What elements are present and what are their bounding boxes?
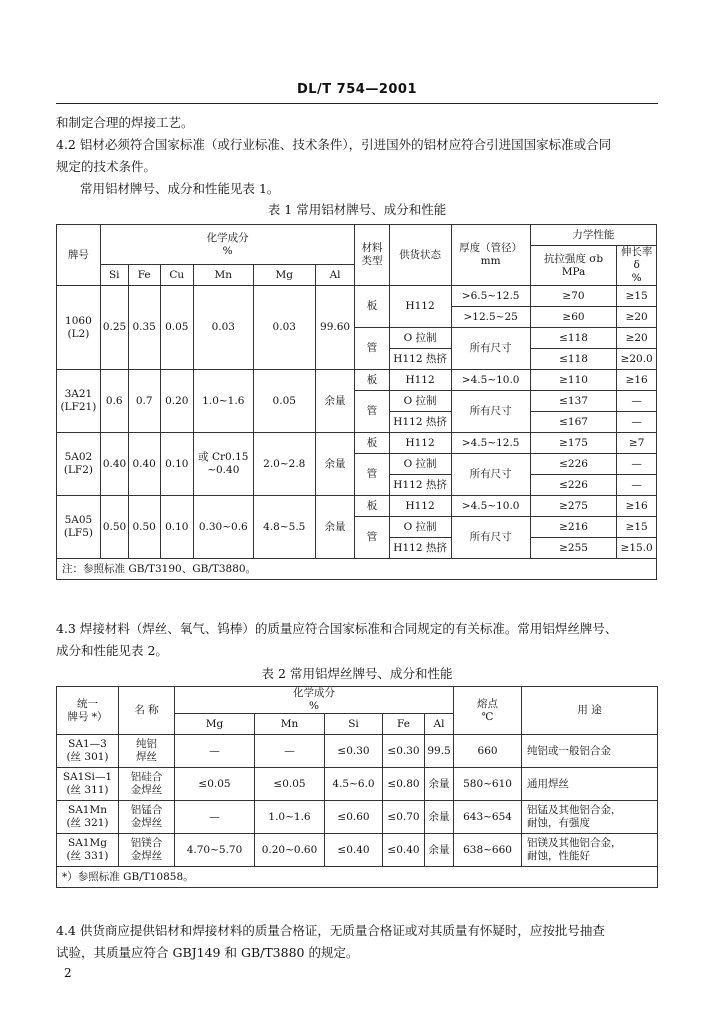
header-si: Si [325,714,383,735]
header-rule [56,103,658,104]
header-code: 统一 牌号 *） [57,687,119,735]
cell-cu: 0.05 [160,286,193,370]
cell-mg: — [175,801,255,834]
cell-state: H112 热挤 [389,475,451,496]
cell-elongation: — [617,391,657,412]
paragraph-4-2-line2: 规定的技术条件。 [56,159,157,174]
cell-melting-point: 660 [454,735,522,768]
cell-code: SA1Mg (丝 331) [57,834,119,867]
cell-type-pipe: 管 [355,328,389,370]
cell-tensile: ≤167 [530,412,617,433]
cell-state: H112 [389,286,451,328]
header-chemical: 化学成分 % [100,225,355,265]
cell-type-pipe: 管 [355,391,389,433]
cell-thickness: >4.5~12.5 [451,433,530,454]
cell-melting-point: 638~660 [454,834,522,867]
cell-elongation: — [617,412,657,433]
table-row [57,801,658,834]
cell-name: 铝硅合 金焊丝 [119,768,175,801]
cell-al: 99.60 [315,286,355,370]
cell-mg: 2.0~2.8 [253,433,315,496]
cell-si: 0.50 [100,496,128,559]
cell-thickness: >12.5~25 [451,307,530,328]
table2-note: *）参照标准 GB/T10858。 [57,867,658,888]
cell-fe: 0.35 [128,286,160,370]
header-fe: Fe [128,265,160,286]
header-mg: Mg [253,265,315,286]
table-row [57,834,658,867]
cell-state: H112 热挤 [389,412,451,433]
cell-fe: 0.7 [128,370,160,433]
cell-thickness: 所有尺寸 [451,454,530,496]
header-al: Al [425,714,454,735]
cell-tensile: ≥216 [530,517,617,538]
cell-si: 0.25 [100,286,128,370]
cell-fe: ≤0.30 [383,735,425,768]
cell-mn: 或 Cr0.15 ~0.40 [193,433,253,496]
paragraph-4-2-line3: 常用铝材牌号、成分和性能见表 1。 [80,181,280,196]
cell-thickness: >4.5~10.0 [451,496,530,517]
header-thickness: 厚度（管径） mm [451,225,530,286]
cell-tensile: ≤118 [530,349,617,370]
header-mechanical: 力学性能 [530,225,656,246]
cell-state: H112 [389,433,451,454]
cell-fe: ≤0.80 [383,768,425,801]
cell-mg: 0.05 [253,370,315,433]
header-fe: Fe [383,714,425,735]
cell-cu: 0.10 [160,496,193,559]
cell-usage: 铝镁及其他铝合金， 耐蚀，性能好 [522,834,658,867]
header-tensile: 抗拉强度 σb MPa [530,246,617,286]
grade-5a02: 5A02 (LF2) [57,433,101,496]
cell-code: SA1Si—1 (丝 311) [57,768,119,801]
cell-fe: 0.50 [128,496,160,559]
table2-caption: 表 2 常用铝焊丝牌号、成分和性能 [261,666,453,681]
cell-tensile: ≥175 [530,433,617,454]
cell-type-pipe: 管 [355,454,389,496]
cell-al: 余量 [425,768,454,801]
cell-elongation: ≥20.0 [617,349,657,370]
paragraph-4-3-line1: 4.3 焊接材料（焊丝、氧气、钨棒）的质量应符合国家标准和合同规定的有关标准。常用铝焊丝牌号、 [56,621,618,636]
cell-state: O 拉制 [389,328,451,349]
cell-tensile: ≤118 [530,328,617,349]
table1-caption: 表 1 常用铝材牌号、成分和性能 [267,202,447,217]
cell-al: 余量 [315,433,355,496]
cell-mg: 4.8~5.5 [253,496,315,559]
cell-fe: 0.40 [128,433,160,496]
cell-mg: 4.70~5.70 [175,834,255,867]
table1-aluminum-grades [56,224,657,580]
cell-tensile: ≤137 [530,391,617,412]
cell-thickness: >6.5~12.5 [451,286,530,307]
grade-1060: 1060 (L2) [57,286,101,370]
table1-note: 注：参照标准 GB/T3190、GB/T3880。 [57,559,657,580]
cell-type-plate: 板 [355,496,389,517]
cell-melting-point: 643~654 [454,801,522,834]
cell-melting-point: 580~610 [454,768,522,801]
cell-fe: ≤0.40 [383,834,425,867]
document-code-header: DL/T 754—2001 [296,82,418,97]
cell-mn: 1.0~1.6 [255,801,325,834]
cell-tensile: ≥60 [530,307,617,328]
cell-type-pipe: 管 [355,517,389,559]
paragraph-4-3-line2: 成分和性能见表 2。 [56,643,168,658]
table-row [57,768,658,801]
cell-si: ≤0.30 [325,735,383,768]
grade-5a05: 5A05 (LF5) [57,496,101,559]
cell-si: 0.40 [100,433,128,496]
cell-type-plate: 板 [355,433,389,454]
cell-elongation: ≥16 [617,496,657,517]
cell-tensile: ≥255 [530,538,617,559]
cell-elongation: ≥20 [617,328,657,349]
cell-thickness: 所有尺寸 [451,517,530,559]
cell-mn: 0.03 [193,286,253,370]
cell-tensile: ≤226 [530,475,617,496]
cell-elongation: ≥15.0 [617,538,657,559]
header-chemical: 化学成分 % [175,687,454,714]
cell-type-plate: 板 [355,370,389,391]
header-mn: Mn [255,714,325,735]
cell-elongation: ≥15 [617,286,657,307]
paragraph-4-2-line1: 4.2 铝材必须符合国家标准（或行业标准、技术条件），引进国外的铝材应符合引进国国家标准或合同 [56,137,612,152]
cell-mn: 0.30~0.6 [193,496,253,559]
cell-tensile: ≥70 [530,286,617,307]
cell-si: 0.6 [100,370,128,433]
cell-name: 铝镁合 金焊丝 [119,834,175,867]
cell-elongation: ≥20 [617,307,657,328]
cell-cu: 0.20 [160,370,193,433]
cell-state: H112 热挤 [389,349,451,370]
header-elongation: 伸长率 δ % [617,246,657,286]
cell-elongation: ≥15 [617,517,657,538]
cell-elongation: ≥7 [617,433,657,454]
cell-code: SA1—3 (丝 301) [57,735,119,768]
cell-tensile: ≤226 [530,454,617,475]
cell-si: ≤0.60 [325,801,383,834]
cell-usage: 通用焊丝 [522,768,658,801]
header-material-type: 材料类型 [355,225,389,286]
cell-usage: 铝锰及其他铝合金， 耐蚀，有强度 [522,801,658,834]
cell-al: 余量 [315,370,355,433]
cell-state: O 拉制 [389,454,451,475]
cell-al: 余量 [425,801,454,834]
table-row [57,735,658,768]
cell-tensile: ≥110 [530,370,617,391]
cell-state: O 拉制 [389,517,451,538]
header-usage: 用 途 [522,687,658,735]
header-mg: Mg [175,714,255,735]
cell-mn: — [255,735,325,768]
cell-state: H112 [389,496,451,517]
cell-al: 余量 [425,834,454,867]
header-al: Al [315,265,355,286]
cell-mg: ≤0.05 [175,768,255,801]
paragraph-4-4-line2: 试验，其质量应符合 GBJ149 和 GB/T3880 的规定。 [56,945,359,960]
cell-name: 纯铝 焊丝 [119,735,175,768]
cell-cu: 0.10 [160,433,193,496]
cell-name: 铝锰合 金焊丝 [119,801,175,834]
header-supply-state: 供货状态 [389,225,451,286]
header-cu: Cu [160,265,193,286]
header-name: 名 称 [119,687,175,735]
cell-type-plate: 板 [355,286,389,328]
table2-welding-wires [56,686,658,888]
cell-state: O 拉制 [389,391,451,412]
paragraph-intro: 和制定合理的焊接工艺。 [56,115,194,130]
cell-al: 99.5 [425,735,454,768]
cell-mn: 0.20~0.60 [255,834,325,867]
cell-thickness: 所有尺寸 [451,391,530,433]
cell-mn: 1.0~1.6 [193,370,253,433]
cell-mg: — [175,735,255,768]
header-mn: Mn [193,265,253,286]
page-number: 2 [64,966,72,980]
cell-mg: 0.03 [253,286,315,370]
paragraph-4-4-line1: 4.4 供货商应提供铝材和焊接材料的质量合格证，无质量合格证或对其质量有怀疑时，应按批号抽查 [56,923,605,938]
cell-thickness: 所有尺寸 [451,328,530,370]
header-grade: 牌号 [57,225,101,286]
header-melting-point: 熔点 ℃ [454,687,522,735]
cell-thickness: >4.5~10.0 [451,370,530,391]
cell-elongation: — [617,454,657,475]
cell-si: 4.5~6.0 [325,768,383,801]
cell-usage: 纯铝或一般铝合金 [522,735,658,768]
cell-state: H112 热挤 [389,538,451,559]
cell-si: ≤0.40 [325,834,383,867]
grade-3a21: 3A21 (LF21) [57,370,101,433]
cell-elongation: ≥16 [617,370,657,391]
cell-state: H112 [389,370,451,391]
cell-mn: ≤0.05 [255,768,325,801]
header-si: Si [100,265,128,286]
cell-code: SA1Mn (丝 321) [57,801,119,834]
cell-fe: ≤0.70 [383,801,425,834]
cell-elongation: — [617,475,657,496]
cell-tensile: ≥275 [530,496,617,517]
cell-al: 余量 [315,496,355,559]
